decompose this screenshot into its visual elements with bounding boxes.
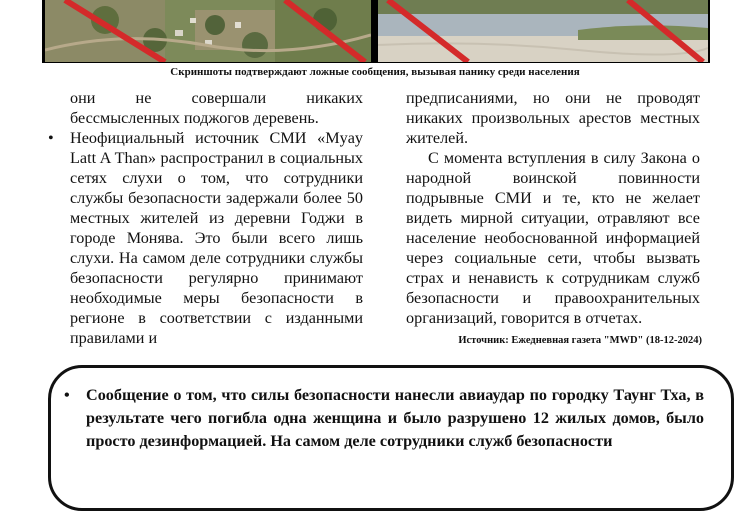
left-paragraph-continuation: они не совершали никаких бессмысленных поджогов деревень. [70, 89, 363, 127]
right-paragraph-continuation: предписаниями, но они не проводят никаких произвольных арестов местных жителей. [406, 89, 700, 147]
left-column [48, 88, 363, 348]
right-column [406, 88, 700, 328]
source-citation: Источник: Ежедневная газета "MWD" (18-12-2024) [458, 335, 702, 346]
left-bullet-text: Неофициальный источник СМИ «Myay Latt A Than» распространил в социальных сетях слухи о том, что сотрудники службы безопасности задержали более 50 местных жителей из деревни Годжи в городе Монява. Это были всего лишь слухи. На самом деле сотрудники службы безопасности регулярно принимают необходимые меры безопасности в регионе в соответствии с изданными правилами и [70, 129, 363, 347]
village-aerial-photo [45, 0, 371, 62]
highlight-box-text-block [64, 384, 704, 453]
screenshot-photos-strip [42, 0, 710, 63]
left-bullet-paragraph [48, 128, 363, 348]
bullet-marker: • [64, 386, 70, 404]
right-paragraph: С момента вступления в силу Закона о народной воинской повинности подрывные СМИ и те, кто не желает видеть мирной ситуации, отравляют все население необоснованной информацией через социальные сети, чтобы вызвать страх и ненависть к сотрудникам служб безопасности и правоохранительных организаций, говорится в отчетах. [406, 149, 700, 327]
highlight-box-text: Сообщение о том, что силы безопасности нанесли авиаудар по городку Таунг Тха, в результате чего погибла одна женщина и было разрушено 12 жилых домов, было просто дезинформацией. На самом деле сотрудники служб безопасности [86, 386, 704, 450]
river-bank-photo [378, 0, 708, 62]
photo-caption: Скриншоты подтверждают ложные сообщения, вызывая панику среди населения [170, 66, 580, 78]
bullet-marker: • [48, 129, 54, 147]
